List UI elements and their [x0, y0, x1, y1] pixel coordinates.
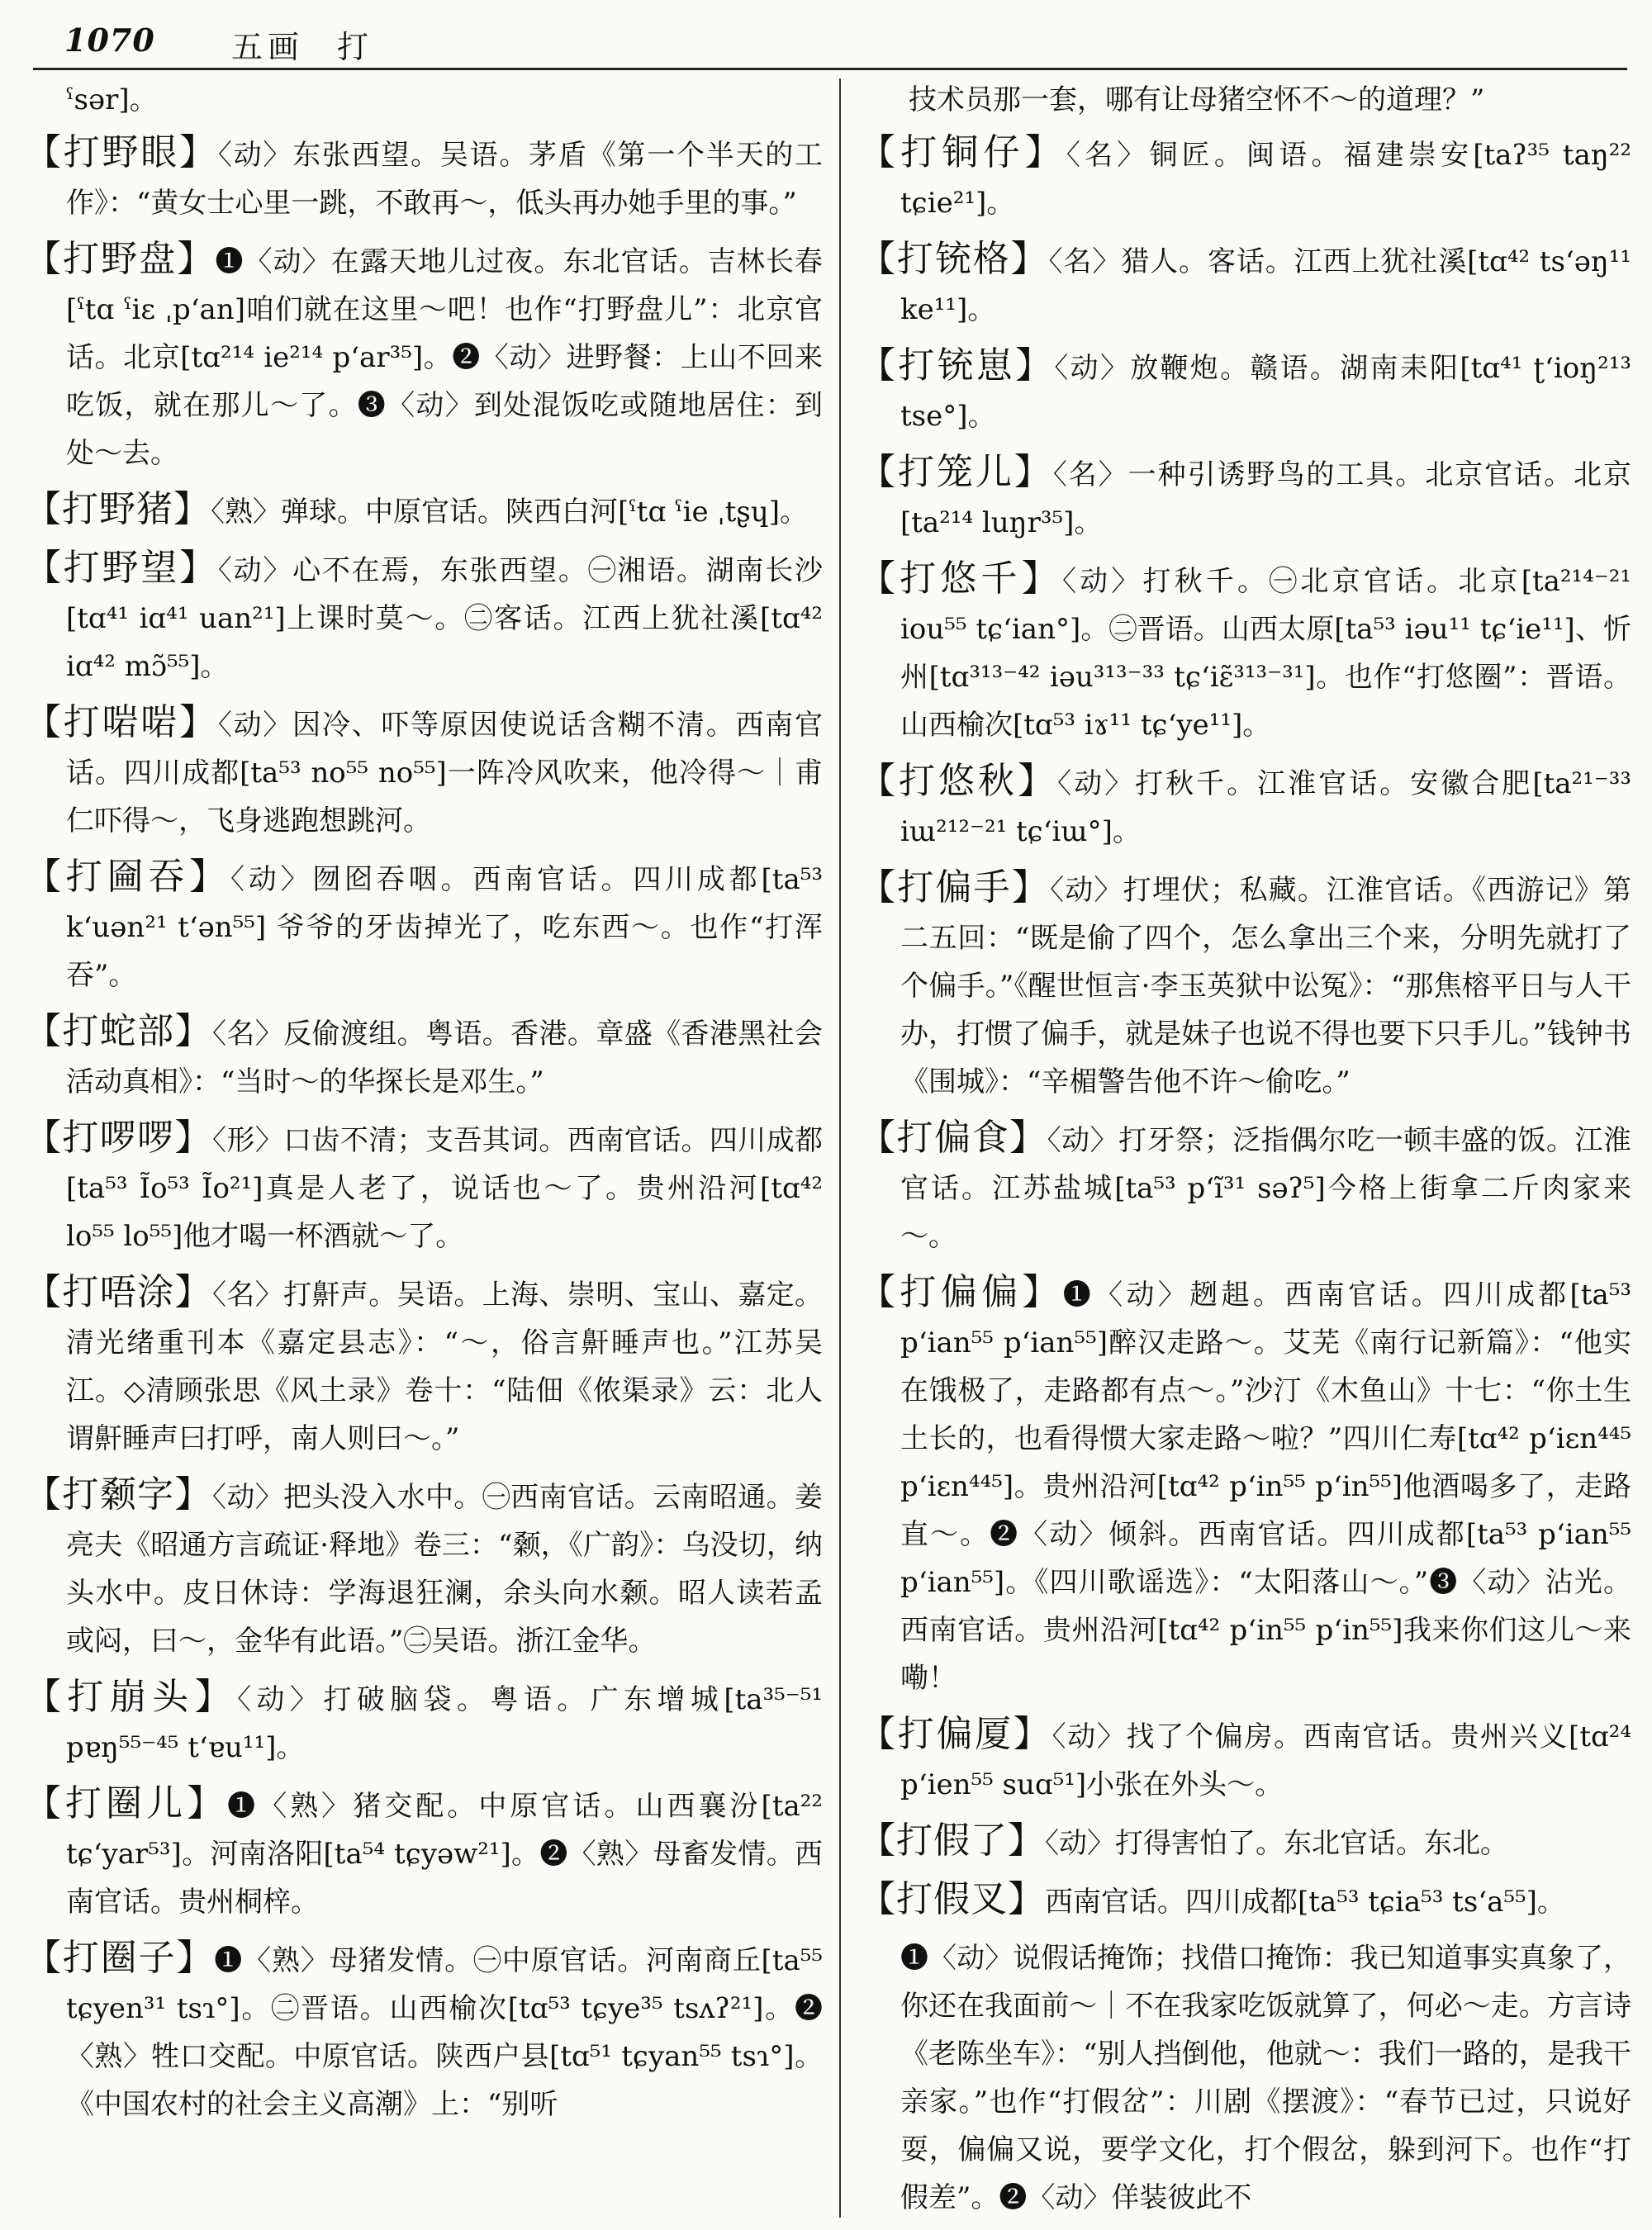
headword-text: 打啰啰	[62, 1117, 175, 1159]
entry-headword	[25, 1271, 212, 1313]
right-bracket-icon: 】	[1008, 1820, 1045, 1862]
entry-definition: 〈名〉一种引诱野鸟的工具。北京官话。北京[ta²¹⁴ luŋr³⁵]。	[900, 458, 1631, 539]
entry-definition: ❶〈动〉趔趄。西南官话。四川成都[ta⁵³ pʻian⁵⁵ pʻian⁵⁵]醉汉走路～。艾芜《南行记新篇》：“他实在饿极了，走路都有点～。”沙汀《木鱼山》十七：“你土生土长的，也看得惯大家走路～啦？”四川仁寿[tɑ⁴² pʻiɛn⁴⁴⁵ pʻiɛn⁴⁴⁵]。贵州沿河[tɑ⁴² pʻin⁵⁵ pʻin⁵⁵]他酒喝多了，走路直～。❷〈动〉倾斜。西南官话。四川成都[ta⁵³ pʻian⁵⁵ pʻian⁵⁵]。《四川歌谣选》：“太阳落山～。”❸〈动〉沾光。西南官话。贵州沿河[tɑ⁴² pʻin⁵⁵ pʻin⁵⁵]我来你们这儿～来嘞！	[900, 1279, 1631, 1695]
entry-headword	[859, 238, 1049, 280]
left-bracket-icon: 【	[859, 866, 898, 909]
entry-headword	[25, 131, 218, 173]
dictionary-entry	[859, 1114, 1631, 1260]
dictionary-entry	[25, 544, 823, 690]
headword-text: 打偏厦	[897, 1713, 1014, 1755]
entry-definition: 〈动〉因冷、吓等原因使说话含糊不清。西南官话。四川成都[ta⁵³ no⁵⁵ no⁵⁵]一阵冷风吹来，他冷得～｜甫仁吓得～，飞身逃跑想跳河。	[66, 709, 823, 837]
right-bracket-icon: 】	[1010, 238, 1049, 280]
entry-definition: 〈动〉打得害怕了。东北官话。东北。	[1045, 1827, 1508, 1860]
dictionary-entry	[859, 235, 1631, 334]
dictionary-entry	[859, 757, 1631, 856]
entry-definition: 〈动〉打埋伏；私藏。江淮官话。《西游记》第二五回：“既是偷了四个，怎么拿出三个来，分明先就打了个偏手。”《醒世恒言·李玉英狱中讼冤》：“那焦榕平日与人干办，打惯了偏手，就是妹子也说不得也要下只手儿。”钱钟书《围城》：“辛楣警告他不许～偷吃。”	[900, 874, 1631, 1098]
entry-definition: 〈动〉打秋千。江淮官话。安徽合肥[ta²¹⁻³³ iɯ²¹²⁻²¹ tɕʻiɯ°]。	[900, 767, 1631, 848]
dictionary-entry	[25, 1471, 823, 1665]
entry-headword	[859, 344, 1054, 387]
entry-headword	[859, 1117, 1047, 1159]
left-bracket-icon: 【	[859, 344, 899, 387]
dictionary-entry	[25, 486, 823, 536]
left-entry-list	[25, 129, 823, 2128]
dictionary-entry	[25, 1934, 823, 2128]
right-bracket-icon: 】	[1015, 344, 1055, 387]
headword-text: 打颡字	[62, 1473, 175, 1516]
page-number: 1070	[64, 21, 155, 59]
dictionary-entry	[25, 1673, 823, 1772]
entry-definition: 〈熟〉弹球。中原官话。陕西白河[ˤtɑ ˤie ˌtʂɥ]。	[211, 496, 809, 529]
entry-definition: 〈动〉打破脑袋。粤语。广东增城[ta³⁵⁻⁵¹ pɐŋ⁵⁵⁻⁴⁵ tʻɐu¹¹]。	[66, 1683, 823, 1764]
entry-headword	[25, 488, 211, 530]
entry-definition: 〈动〉打秋千。㊀北京官话。北京[ta²¹⁴⁻²¹ iou⁵⁵ tɕʻian°]。㊁晋语。山西太原[ta⁵³ iəu¹¹ tɕʻie¹¹]、忻州[tɑ³¹³⁻⁴² iəu³¹³⁻³³ tɕʻiɛ̃³¹³⁻³¹]。也作“打悠圈”：晋语。山西榆次[tɑ⁵³ iɤ¹¹ tɕʻye¹¹]。	[900, 565, 1631, 742]
entry-definition: ❶〈动〉在露天地儿过夜。东北官话。吉林长春[ˤtɑ ˤiɛ ˌpʻan]咱们就在这里～吧！也作“打野盘儿”：北京官话。北京[tɑ²¹⁴ ie²¹⁴ pʻar³⁵]。❷〈动〉进野餐：上山不回来吃饭，就在那儿～了。❸〈动〉到处混饭吃或随地居住：到处～去。	[66, 245, 823, 470]
entry-headword	[859, 451, 1053, 493]
headword-text: 打圈子	[62, 1937, 177, 1979]
right-bracket-icon: 】	[1009, 1117, 1047, 1159]
entry-headword	[859, 131, 1066, 173]
left-bracket-icon: 【	[25, 1676, 68, 1718]
headword-text: 打野望	[63, 547, 180, 589]
entry-headword	[25, 701, 218, 743]
headword-text: 打野盘	[63, 238, 178, 280]
headword-text: 打铜仔	[900, 131, 1025, 173]
left-bracket-icon: 【	[859, 558, 900, 600]
headword-text: 打偏食	[896, 1117, 1010, 1159]
entry-headword	[859, 1820, 1045, 1862]
right-bracket-icon: 】	[1008, 1878, 1045, 1920]
right-bracket-icon: 】	[1021, 558, 1062, 600]
headword-text: 打野猪	[62, 488, 173, 530]
dictionary-entry	[859, 864, 1631, 1106]
headword-text: 打圈儿	[65, 1782, 188, 1824]
dictionary-entry	[25, 235, 823, 477]
entry-definition: ❶〈熟〉母猪发情。㊀中原官话。河南商丘[ta⁵⁵ tɕyen³¹ tsɿ°]。㊁晋语。山西榆次[tɑ⁵³ tɕye³⁵ tsʌʔ²¹]。❷〈熟〉牲口交配。中原官话。陕西户县[tɑ⁵¹ tɕyan⁵⁵ tsɿ°]。《中国农村的社会主义高潮》上：“别听	[66, 1944, 823, 2121]
left-bracket-icon: 【	[25, 856, 66, 898]
entry-definition: 〈名〉反偷渡组。粤语。香港。章盛《香港黑社会活动真相》：“当时～的华探长是邓生。”	[66, 1018, 823, 1098]
right-bracket-icon: 】	[1018, 760, 1058, 802]
entry-headword	[25, 1010, 212, 1052]
headword-text: 打笼儿	[897, 451, 1014, 493]
headword-text: 打假叉	[896, 1878, 1008, 1920]
left-bracket-icon: 【	[25, 1271, 63, 1313]
headword-text: 打圇吞	[65, 856, 190, 898]
entry-headword	[859, 558, 1062, 600]
right-bracket-icon: 】	[1014, 451, 1053, 493]
entry-definition: 西南官话。四川成都[ta⁵³ tɕia⁵³ tsʻa⁵⁵]。	[1045, 1886, 1565, 1919]
right-bracket-icon: 】	[174, 1473, 212, 1516]
left-bracket-icon: 【	[25, 701, 64, 743]
right-column	[859, 76, 1631, 2222]
left-bracket-icon: 【	[859, 1713, 898, 1755]
dictionary-entry	[859, 1817, 1631, 1867]
dictionary-entry	[859, 342, 1631, 440]
left-bracket-icon: 【	[25, 1782, 66, 1824]
entry-definition: 〈动〉放鞭炮。赣语。湖南耒阳[tɑ⁴¹ ʈʻioŋ²¹³ tse°]。	[900, 352, 1631, 433]
left-bracket-icon: 【	[859, 1271, 900, 1313]
left-bracket-icon: 【	[25, 547, 64, 589]
dictionary-entry	[25, 1008, 823, 1106]
entry-headword	[25, 238, 215, 280]
right-bracket-icon: 】	[176, 1937, 215, 1979]
right-bracket-icon: 】	[179, 547, 218, 589]
section-label: 五画	[231, 29, 305, 65]
left-bracket-icon: 【	[859, 238, 897, 280]
headword-text: 打啱啱	[63, 701, 180, 743]
left-bracket-icon: 【	[25, 1117, 63, 1159]
left-bracket-icon: 【	[859, 760, 900, 802]
entry-definition: 〈形〉口齿不清；支吾其词。西南官话。四川成都[ta⁵³ Ĩo⁵³ Ĩo²¹]真是人老了，说话也～了。贵州沿河[tɑ⁴² lo⁵⁵ lo⁵⁵]他才喝一杯酒就～了。	[66, 1124, 823, 1253]
headword-text: 打野眼	[63, 131, 180, 173]
headword-text: 打假了	[896, 1820, 1008, 1862]
entry-headword	[859, 1878, 1045, 1920]
right-bracket-icon: 】	[1024, 131, 1066, 173]
left-bracket-icon: 【	[859, 451, 898, 493]
dictionary-entry	[25, 1780, 823, 1926]
left-column	[25, 76, 823, 2222]
entry-headword	[859, 1713, 1052, 1755]
headword-text: 打蛇部	[62, 1010, 175, 1052]
left-bracket-icon: 【	[859, 1878, 896, 1920]
entry-definition: 〈名〉猎人。客话。江西上犹社溪[tɑ⁴² tsʻəŋ¹¹ ke¹¹]。	[900, 245, 1631, 326]
radical-character: 打	[337, 29, 369, 65]
entry-definition: 〈名〉打鼾声。吴语。上海、崇明、宝山、嘉定。清光绪重刊本《嘉定县志》：“～，俗言鼾睡声也。”江苏吴江。◇清顾张思《风土录》卷十：“陆佃《侬渠录》云：北人谓鼾睡声曰打呼，南人则曰～。”	[66, 1279, 823, 1455]
right-bracket-icon: 】	[179, 131, 218, 173]
left-bracket-icon: 【	[25, 1010, 63, 1052]
entry-definition: 〈名〉铜匠。闽语。福建崇安[taʔ³⁵ taŋ²² tɕie²¹]。	[900, 139, 1631, 220]
entry-definition: ❶〈熟〉猪交配。中原官话。山西襄汾[ta²² tɕʻyar⁵³]。河南洛阳[ta⁵⁴ tɕyəw²¹]。❷〈熟〉母畜发情。西南官话。贵州桐梓。	[66, 1790, 823, 1919]
entry-definition: 〈动〉把头没入水中。㊀西南官话。云南昭通。姜亮夫《昭通方言疏证·释地》卷三：“颡，《广韵》：乌没切，纳头水中。皮日休诗：学海退狂澜，余头向水颡。昭人读若孟或闷，曰～，金华有此语。”㊁吴语。浙江金华。	[66, 1481, 823, 1658]
left-bracket-icon: 【	[859, 131, 901, 173]
right-bracket-icon: 】	[1022, 1271, 1063, 1313]
left-bracket-icon: 【	[25, 1473, 63, 1516]
dictionary-entry	[859, 555, 1631, 749]
entry-definition: 〈动〉囫囵吞咽。西南官话。四川成都[ta⁵³ kʻuən²¹ tʻən⁵⁵] 爷爷的牙齿掉光了，吃东西～。也作“打浑吞”。	[66, 863, 823, 992]
right-bracket-icon: 】	[1013, 1713, 1052, 1755]
headword-text: 打崩头	[67, 1676, 195, 1718]
right-bracket-icon: 】	[194, 1676, 238, 1718]
left-continuation: ˤsər]。	[66, 83, 158, 116]
left-bracket-icon: 【	[25, 488, 62, 530]
right-bracket-icon: 】	[177, 238, 216, 280]
page-header	[33, 17, 1627, 70]
right-bracket-icon: 】	[187, 1782, 228, 1824]
headword-text: 打悠秋	[899, 760, 1018, 802]
entry-definition: 〈动〉东张西望。吴语。茅盾《第一个半天的工作》：“黄女士心里一跳，不敢再～，低头再办她手里的事。”	[66, 139, 823, 220]
left-bracket-icon: 【	[859, 1117, 897, 1159]
entry-definition: 〈动〉打牙祭；泛指偶尔吃一顿丰盛的饭。江淮官话。江苏盐城[ta⁵³ pʻĩ³¹ səʔ⁵]今格上街拿二斤肉家来～。	[900, 1124, 1631, 1253]
entry-headword	[25, 1782, 227, 1824]
dictionary-entry	[25, 699, 823, 845]
right-entry-list	[859, 129, 1631, 1926]
right-bracket-icon: 】	[174, 1117, 212, 1159]
entry-definition: 〈动〉心不在焉，东张西望。㊀湘语。湖南长沙[tɑ⁴¹ iɑ⁴¹ uan²¹]上课时莫～。㊁客话。江西上犹社溪[tɑ⁴² iɑ⁴² mɔ̃⁵⁵]。	[66, 554, 823, 683]
headword-text: 打铳崽	[898, 344, 1016, 387]
last-entry-continuation: ❶〈动〉说假话掩饰；找借口掩饰：我已知道事实真象了，你还在我面前～｜不在我家吃饭就算了，何必～走。方言诗《老陈坐车》：“别人挡倒他，他就～：我们一路的，是我干亲家。”也作“打假岔”：川剧《摆渡》：“春节已过，只说好耍，偏偏又说，要学文化，打个假岔，躲到河下。也作“打假差”。❷〈动〉佯装彼此不	[900, 1942, 1631, 2214]
headword-text: 打铳格	[896, 238, 1011, 280]
right-bracket-icon: 】	[173, 488, 211, 530]
headword-text: 打偏手	[897, 866, 1012, 909]
right-continuation: 技术员那一套，哪有让母猪空怀不～的道理？”	[909, 83, 1485, 116]
right-bracket-icon: 】	[189, 856, 230, 898]
right-bracket-icon: 】	[1011, 866, 1051, 909]
dictionary-entry	[859, 448, 1631, 547]
column-divider	[839, 78, 841, 2218]
headword-text: 打悠千	[900, 558, 1022, 600]
dictionary-entry	[859, 1876, 1631, 1926]
entry-headword	[25, 1117, 212, 1159]
headword-text: 打偏偏	[900, 1271, 1023, 1313]
entry-headword	[25, 1937, 214, 1979]
right-bracket-icon: 】	[179, 701, 218, 743]
entry-headword	[25, 1676, 237, 1718]
dictionary-entry	[25, 129, 823, 227]
entry-definition: 〈动〉找了个偏房。西南官话。贵州兴义[tɑ²⁴ pʻien⁵⁵ suɑ⁵¹]小张在外头～。	[900, 1720, 1631, 1801]
entry-headword	[859, 866, 1050, 909]
left-bracket-icon: 【	[25, 1937, 63, 1979]
headword-text: 打唔涂	[62, 1271, 175, 1313]
entry-headword	[25, 856, 230, 898]
right-bracket-icon: 】	[174, 1010, 212, 1052]
right-bracket-icon: 】	[174, 1271, 212, 1313]
dictionary-entry	[25, 1269, 823, 1463]
entry-headword	[859, 760, 1057, 802]
dictionary-entry	[25, 853, 823, 999]
entry-headword	[25, 547, 218, 589]
dictionary-entry	[25, 1114, 823, 1260]
dictionary-entry	[859, 1710, 1631, 1809]
entry-headword	[25, 1473, 212, 1516]
entry-headword	[859, 1271, 1063, 1313]
left-bracket-icon: 【	[25, 131, 64, 173]
left-bracket-icon: 【	[25, 238, 64, 280]
dictionary-entry	[859, 129, 1631, 227]
left-bracket-icon: 【	[859, 1820, 896, 1862]
dictionary-entry	[859, 1269, 1631, 1702]
